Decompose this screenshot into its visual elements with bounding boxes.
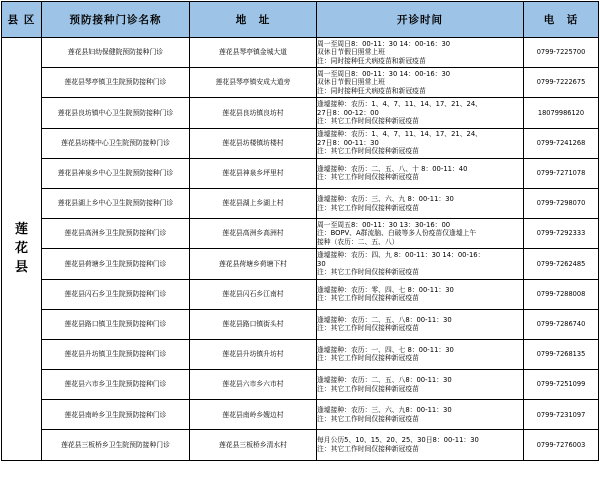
clinic-address: 莲花县良坊镇良坊村 <box>190 98 317 128</box>
hours-line: 注：其它工作时间仅接种新冠疫苗 <box>317 147 419 156</box>
hours-line: 注：其它工作时间仅接种新冠疫苗 <box>317 384 419 393</box>
clinic-phone: 0799-7271078 <box>524 158 599 188</box>
clinic-name: 莲花县路口镇卫生院预防接种门诊 <box>42 309 190 339</box>
hours-line: 注：其它工作时间仅接种新冠疫苗 <box>317 445 419 454</box>
clinic-hours <box>317 158 524 188</box>
clinic-phone: 0799-7241268 <box>524 128 599 158</box>
clinic-name: 莲花县妇幼保健院预防接种门诊 <box>42 38 190 68</box>
header-county: 县 区 <box>2 2 42 38</box>
clinic-name: 莲花县神泉乡中心卫生院预防接种门诊 <box>42 158 190 188</box>
table-row <box>2 339 599 369</box>
clinic-hours <box>317 128 524 158</box>
clinic-hours <box>317 68 524 98</box>
table-row <box>2 309 599 339</box>
clinic-address: 莲花县湖上乡湖上村 <box>190 188 317 218</box>
clinic-name: 莲花县升坊镇卫生院预防接种门诊 <box>42 339 190 369</box>
table-row <box>2 158 599 188</box>
clinic-name: 莲花县荷塘乡卫生院预防接种门诊 <box>42 249 190 279</box>
hours-line: 逢墟接种：农历：1、4、7、11、14、17、21、24、 <box>317 130 482 139</box>
hours-line: 注：BOPV、A群流脑、白破等多人份疫苗仅逢墟上午 <box>317 229 477 238</box>
hours-line: 注：其它工作时间仅接种新冠疫苗 <box>317 324 419 333</box>
clinic-hours <box>317 38 524 68</box>
hours-line: 逢墟接种：农历：零、四、七 8：00-11：30 <box>317 285 454 294</box>
table-row <box>2 128 599 158</box>
hours-line: 逢墟接种：农历：四、九 8：00-11：30 14：00-16： <box>317 251 485 260</box>
table-row <box>2 219 599 249</box>
hours-line: 逢墟接种：农历：一、四、七 8：00-11：30 <box>317 345 454 354</box>
hours-line: 注：同时接种狂犬病疫苗和新冠疫苗 <box>317 87 426 96</box>
clinic-address: 莲花县六市乡六市村 <box>190 370 317 400</box>
county-cell <box>2 38 42 461</box>
hours-line: 周一至周五8：00-11：30 13：30-16：00 <box>317 220 451 229</box>
clinic-name: 莲花县高洲乡卫生院预防接种门诊 <box>42 219 190 249</box>
clinic-address: 莲花县升坊镇升坊村 <box>190 339 317 369</box>
clinic-name: 莲花县南岭乡卫生院预防接种门诊 <box>42 400 190 430</box>
clinic-phone: 0799-7262485 <box>524 249 599 279</box>
hours-line: 注：同时接种狂犬病疫苗和新冠疫苗 <box>317 56 426 65</box>
clinic-address: 莲花县坊楼镇坊楼村 <box>190 128 317 158</box>
clinic-name: 莲花县坊楼中心卫生院预防接种门诊 <box>42 128 190 158</box>
clinic-address: 莲花县荷塘乡荷塘下村 <box>190 249 317 279</box>
table-row <box>2 249 599 279</box>
table-row <box>2 400 599 430</box>
hours-line: 逢墟接种：农历：二、五、八、十 8：00-11：40 <box>317 164 468 173</box>
clinic-hours <box>317 370 524 400</box>
hours-line: 注：其它工作时间仅接种新冠疫苗 <box>317 203 419 212</box>
clinic-phone: 18079986120 <box>524 98 599 128</box>
clinic-address: 莲花县琴亭镇安成大道旁 <box>190 68 317 98</box>
table-header-row <box>2 2 599 38</box>
table-body <box>2 38 599 461</box>
clinic-hours <box>317 279 524 309</box>
clinic-address: 莲花县闪石乡江南村 <box>190 279 317 309</box>
header-address: 地 址 <box>190 2 317 38</box>
clinic-phone: 0799-7231097 <box>524 400 599 430</box>
header-hours: 开诊时间 <box>317 2 524 38</box>
hours-line: 注：其它工作时间仅接种新冠疫苗 <box>317 117 419 126</box>
table-row <box>2 68 599 98</box>
hours-line: 周一至周日8：00-11：30 14：00-16：30 <box>317 69 451 78</box>
clinic-address: 莲花县高洲乡高洲村 <box>190 219 317 249</box>
hours-line: 逢墟接种：农历：1、4、7、11、14、17、21、24、 <box>317 100 482 109</box>
clinic-name: 莲花县琴亭镇卫生院预防接种门诊 <box>42 68 190 98</box>
hours-line: 逢墟接种：农历：二、五、八8：00-11：30 <box>317 376 452 385</box>
clinic-name: 莲花县良坊镇中心卫生院预防接种门诊 <box>42 98 190 128</box>
table-row <box>2 188 599 218</box>
clinic-hours <box>317 188 524 218</box>
clinic-phone: 0799-7298070 <box>524 188 599 218</box>
clinic-address: 莲花县南岭乡嫂边村 <box>190 400 317 430</box>
clinic-name: 莲花县六市乡卫生院预防接种门诊 <box>42 370 190 400</box>
clinic-hours <box>317 339 524 369</box>
county-char: 莲 <box>14 222 28 238</box>
hours-line: 每月公历5、10、15、20、25、30日8：00-11：30 <box>317 436 479 445</box>
clinic-name: 莲花县闪石乡卫生院预防接种门诊 <box>42 279 190 309</box>
clinic-phone: 0799-7286740 <box>524 309 599 339</box>
clinic-address: 莲花县神泉乡坪里村 <box>190 158 317 188</box>
hours-line: 注：其它工作时间仅接种新冠疫苗 <box>317 414 419 423</box>
county-char: 花 <box>14 241 28 257</box>
hours-line: 27日8：00-11：30 <box>317 138 379 147</box>
table-row <box>2 370 599 400</box>
clinic-name: 莲花县三板桥乡卫生院预防接种门诊 <box>42 430 190 460</box>
clinic-phone: 0799-7292333 <box>524 219 599 249</box>
table-row <box>2 430 599 460</box>
county-char: 县 <box>14 260 28 276</box>
header-phone: 电 话 <box>524 2 599 38</box>
table-row <box>2 38 599 68</box>
hours-line: 27日8：00-12：00 <box>317 108 379 117</box>
vaccination-clinic-table <box>1 1 599 461</box>
clinic-hours <box>317 400 524 430</box>
clinic-address: 莲花县三板桥乡清水村 <box>190 430 317 460</box>
hours-line: 双休日节假日照常上班 <box>317 48 385 57</box>
clinic-phone: 0799-7251099 <box>524 370 599 400</box>
hours-line: 注：其它工作时间仅接种新冠疫苗 <box>317 268 419 277</box>
hours-line: 双休日节假日照常上班 <box>317 78 385 87</box>
hours-line: 逢墟接种：农历：二、五、八8：00-11：30 <box>317 315 452 324</box>
clinic-phone: 0799-7288008 <box>524 279 599 309</box>
table-row <box>2 98 599 128</box>
clinic-phone: 0799-7276003 <box>524 430 599 460</box>
clinic-address: 莲花县路口镇街头村 <box>190 309 317 339</box>
hours-line: 注：其它工作时间仅接种新冠疫苗 <box>317 294 419 303</box>
hours-line: 周一至周日8：00-11：30 14：00-16：30 <box>317 39 451 48</box>
hours-line: 注：其它工作时间仅接种新冠疫苗 <box>317 354 419 363</box>
clinic-phone: 0799-7268135 <box>524 339 599 369</box>
hours-line: 注：其它工作时间仅接种新冠疫苗 <box>317 173 419 182</box>
clinic-name: 莲花县湖上乡中心卫生院预防接种门诊 <box>42 188 190 218</box>
hours-line: 接种（农历：二、五、八） <box>317 238 399 247</box>
hours-line: 逢墟接种：农历：三、六、九8：00-11：30 <box>317 406 452 415</box>
clinic-phone: 0799-7225700 <box>524 38 599 68</box>
clinic-hours <box>317 98 524 128</box>
hours-line: 逢墟接种：农历：三、六、九 8：00-11：30 <box>317 194 454 203</box>
clinic-hours <box>317 430 524 460</box>
clinic-hours <box>317 309 524 339</box>
hours-line: 30 <box>317 259 326 268</box>
table-row <box>2 279 599 309</box>
clinic-phone: 0799-7222675 <box>524 68 599 98</box>
clinic-address: 莲花县琴亭镇金城大道 <box>190 38 317 68</box>
clinic-hours <box>317 219 524 249</box>
header-clinic-name: 预防接种门诊名称 <box>42 2 190 38</box>
clinic-hours <box>317 249 524 279</box>
